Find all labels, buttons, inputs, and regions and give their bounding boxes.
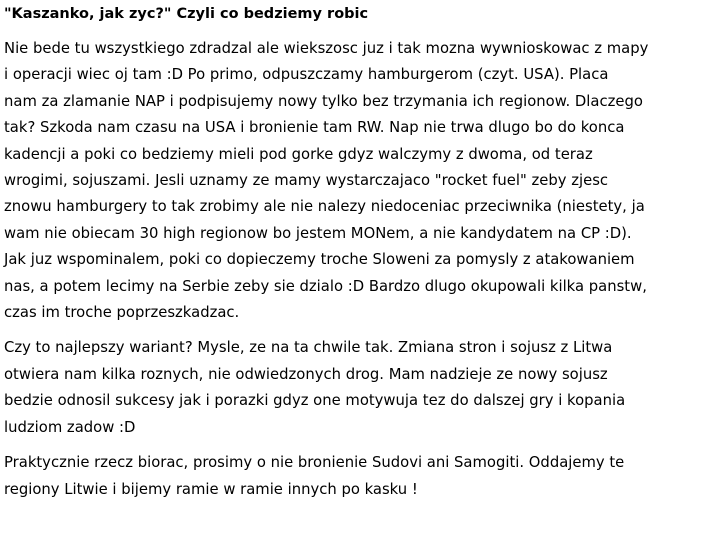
text-line: bedzie odnosil sukcesy jak i porazki gdyz one motywuja tez do dalszej gry i kopania xyxy=(4,392,626,410)
text-line: ludziom zadow :D xyxy=(4,418,136,436)
text-line: tak? Szkoda nam czasu na USA i bronienie tam RW. Nap nie trwa dlugo bo do konca xyxy=(4,119,625,137)
text-line: wrogimi, sojuszami. Jesli uznamy ze mamy wystarczajaco "rocket fuel" zeby zjesc xyxy=(4,172,609,190)
text-line: wam nie obiecam 30 high regionow bo jestem MONem, a nie kandydatem na CP :D). xyxy=(4,224,632,242)
text-line: czas im troche poprzeszkadzac. xyxy=(4,304,240,322)
paragraph-plans xyxy=(4,36,702,326)
text-line: i operacji wiec oj tam :D Po primo, odpuszczamy hamburgerom (czyt. USA). Placa xyxy=(4,66,609,84)
text-line: otwiera nam kilka roznych, nie odwiedzonych drog. Mam nadzieje ze nowy sojusz xyxy=(4,365,608,383)
text-line: nam za zlamanie NAP i podpisujemy nowy tylko bez trzymania ich regionow. Dlaczego xyxy=(4,92,643,110)
paragraph-alliance xyxy=(4,335,702,441)
text-line: Praktycznie rzecz biorac, prosimy o nie bronienie Sudovi ani Samogiti. Oddajemy te xyxy=(4,454,625,472)
paragraph-practical xyxy=(4,450,702,503)
document-title: "Kaszanko, jak zyc?" Czyli co bedziemy robic xyxy=(4,6,369,22)
text-line: Czy to najlepszy wariant? Mysle, ze na ta chwile tak. Zmiana stron i sojusz z Litwa xyxy=(4,339,613,357)
text-line: regiony Litwie i bijemy ramie w ramie innych po kasku ! xyxy=(4,480,418,498)
text-line: Nie bede tu wszystkiego zdradzal ale wiekszosc juz i tak mozna wywnioskowac z mapy xyxy=(4,40,649,57)
text-line: kadencji a poki co bedziemy mieli pod gorke gdyz walczymy z dwoma, od teraz xyxy=(4,145,593,163)
text-line: nas, a potem lecimy na Serbie zeby sie dzialo :D Bardzo dlugo okupowali kilka panstw, xyxy=(4,277,647,295)
text-line: znowu hamburgery to tak zrobimy ale nie nalezy niedoceniac przeciwnika (niestety, ja xyxy=(4,198,645,216)
text-line: Jak juz wspominalem, poki co dopieczemy troche Sloweni za pomysly z atakowaniem xyxy=(4,251,635,269)
